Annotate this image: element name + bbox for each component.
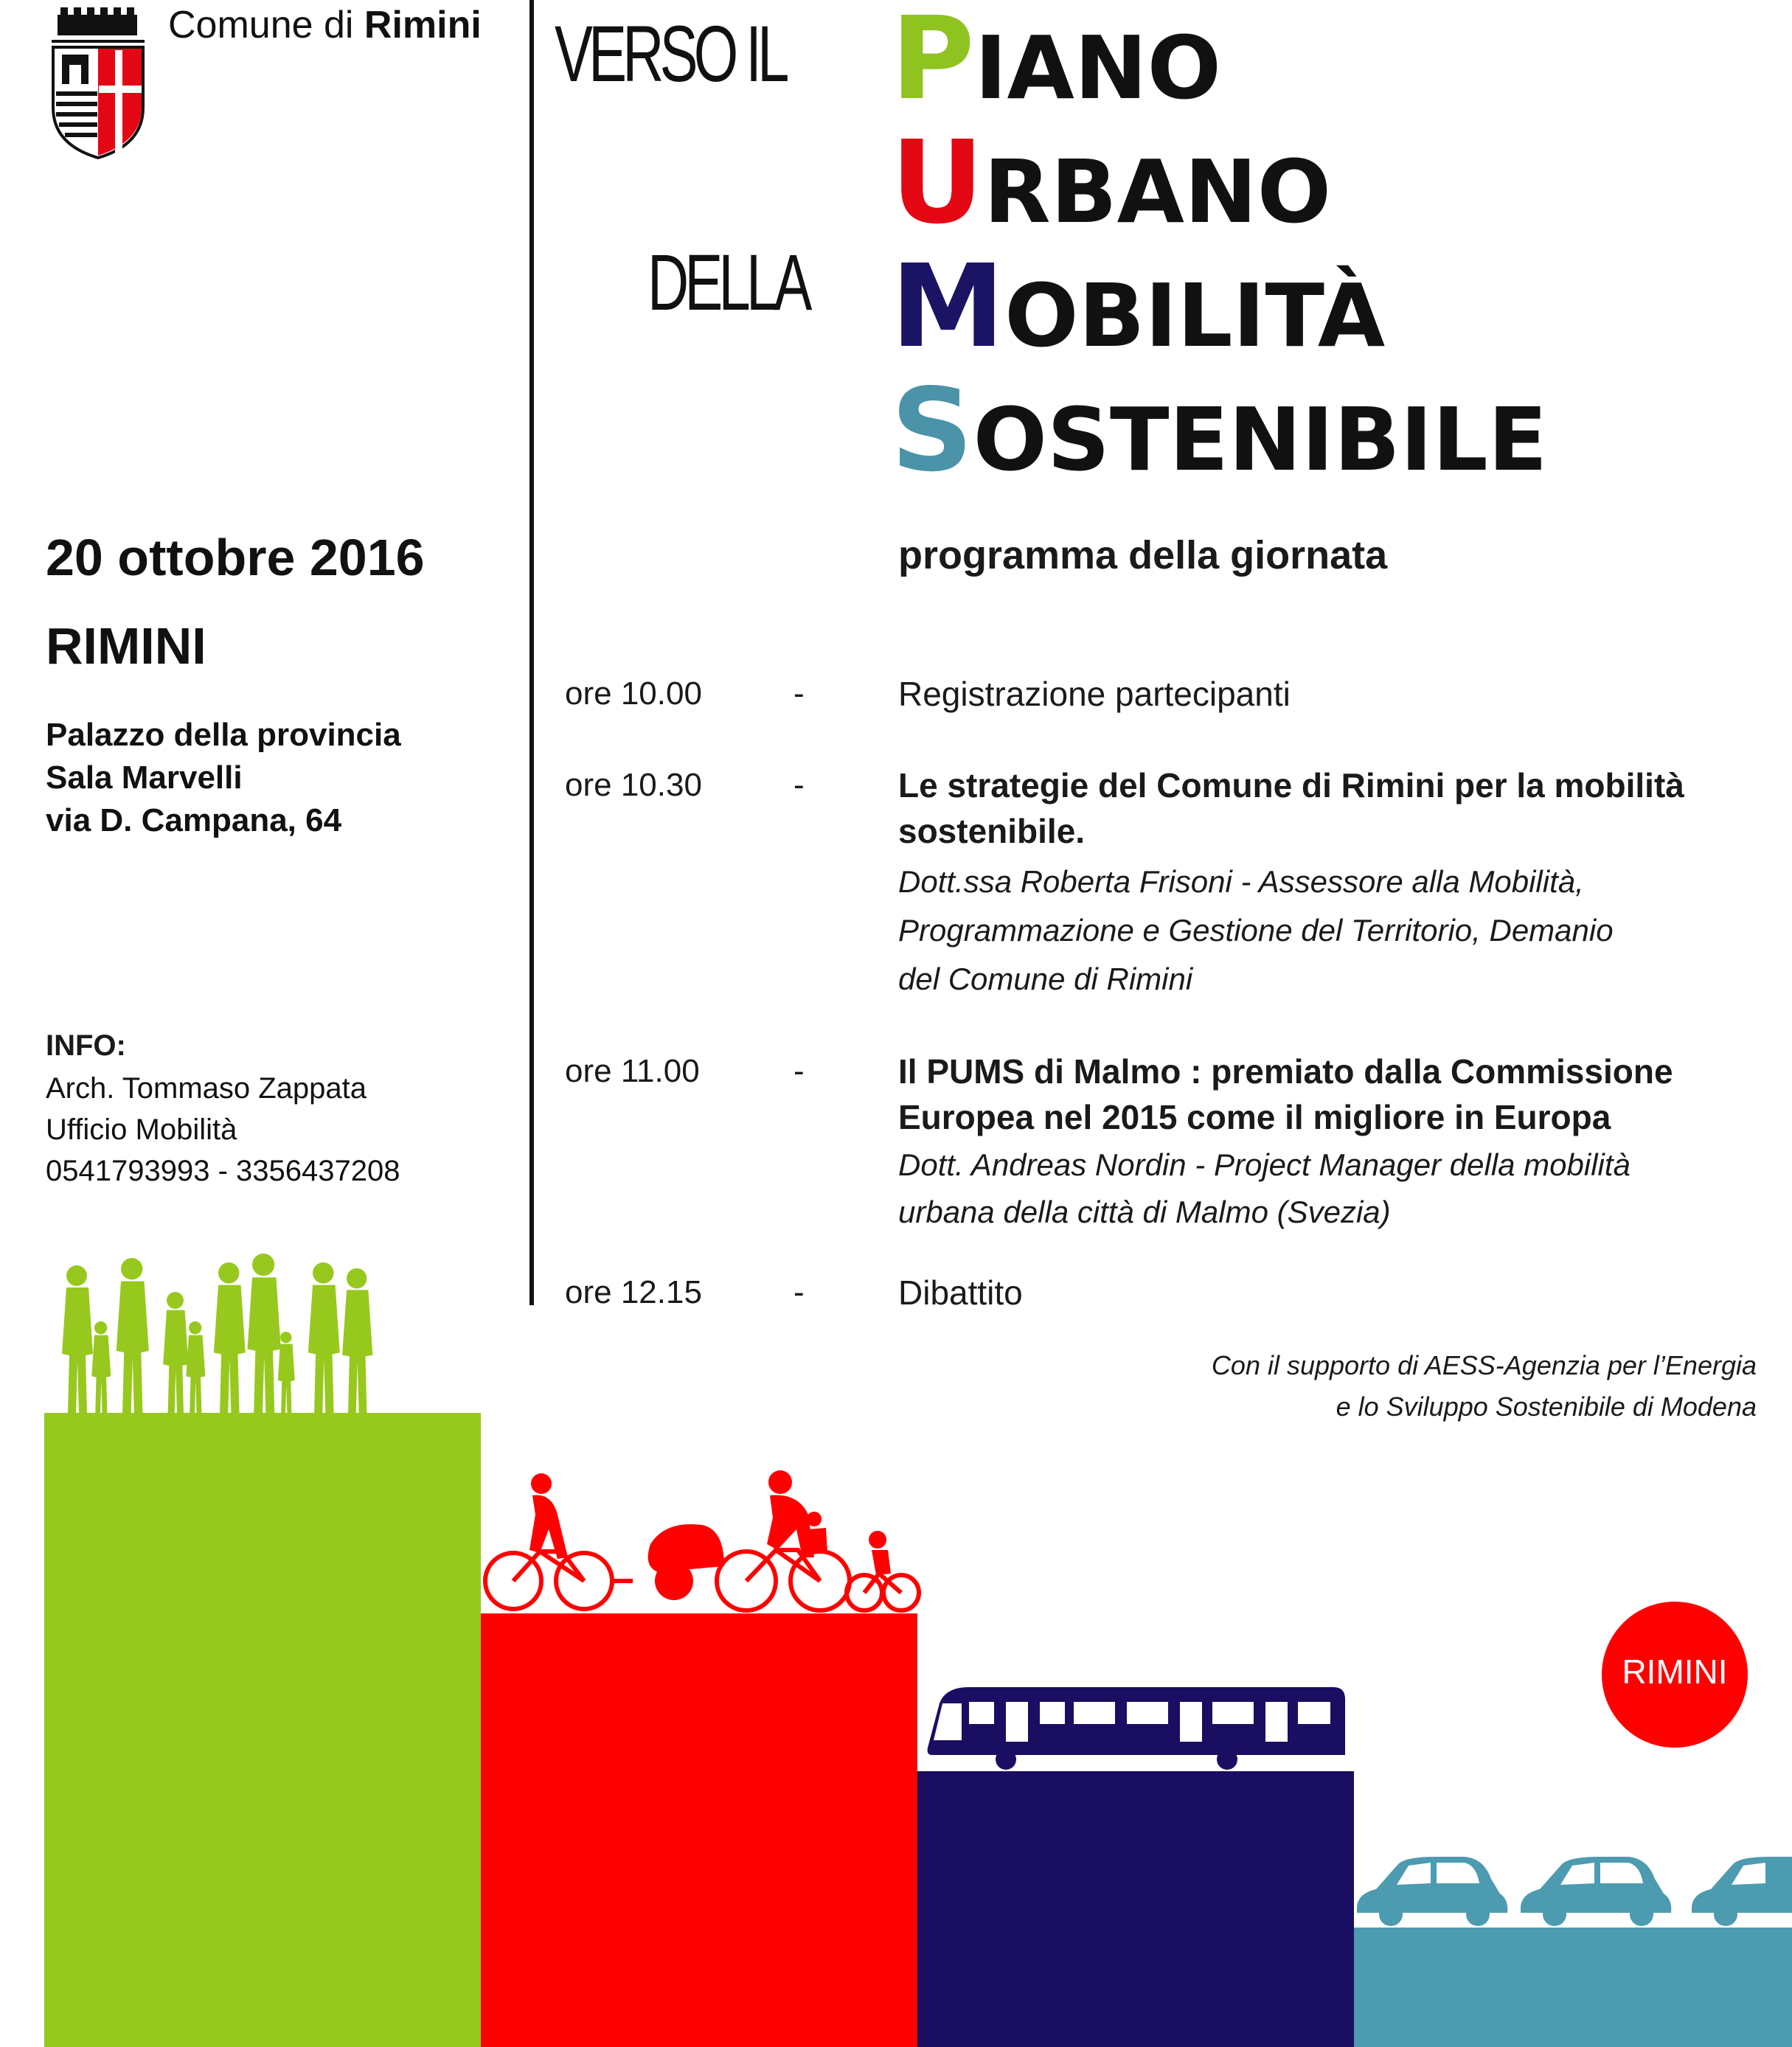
title-della: DELLA bbox=[647, 237, 808, 327]
organization-name: Comune di Rimini bbox=[168, 4, 482, 46]
program-item-title: Le strategie del Comune di Rimini per la mobilità bbox=[898, 766, 1684, 804]
program-item-title: Europea nel 2015 come il migliore in Europa bbox=[898, 1098, 1611, 1136]
program-item-title: sostenibile. bbox=[898, 812, 1086, 850]
title-word-piano: PIANO bbox=[891, 0, 1221, 125]
info-label: INFO: bbox=[46, 1029, 126, 1062]
title-word-sostenibile: SOSTENIBILE bbox=[891, 364, 1548, 497]
person-silhouette bbox=[186, 1321, 205, 1413]
program-time: ore 10.30 bbox=[565, 767, 702, 803]
program-item-title: Il PUMS di Malmo : premiato dalla Commissione bbox=[898, 1052, 1673, 1091]
red-block bbox=[481, 1613, 917, 2047]
program-title: programma della giornata bbox=[898, 533, 1388, 577]
program-dash: - bbox=[793, 1053, 805, 1089]
support-note bbox=[1093, 1345, 1757, 1428]
person-silhouette bbox=[62, 1265, 93, 1413]
teal-block bbox=[1354, 1928, 1792, 2047]
person-silhouette bbox=[308, 1262, 340, 1413]
person-silhouette bbox=[117, 1258, 149, 1413]
person-silhouette bbox=[91, 1321, 111, 1413]
rimini-badge-text: RIMINI bbox=[1622, 1652, 1728, 1691]
program-time: ore 10.00 bbox=[565, 675, 702, 712]
program-speaker: del Comune di Rimini bbox=[898, 962, 1193, 996]
vertical-divider bbox=[529, 0, 534, 1305]
event-date: 20 ottobre 2016 bbox=[46, 529, 425, 586]
program-speaker: Dott. Andreas Nordin - Project Manager della mobilità bbox=[898, 1147, 1630, 1182]
support-line: Con il supporto di AESS-Agenzia per l’Energia bbox=[1211, 1350, 1757, 1380]
person-silhouette bbox=[278, 1332, 295, 1413]
bus-silhouette-icon bbox=[917, 1681, 1354, 1771]
bicycles-silhouettes-icon bbox=[481, 1470, 917, 1613]
venue-line: via D. Campana, 64 bbox=[46, 802, 342, 838]
title-word-mobilita: MOBILITÀ bbox=[891, 240, 1386, 373]
program-dash: - bbox=[793, 767, 805, 803]
navy-block bbox=[917, 1771, 1354, 2047]
program-dash: - bbox=[793, 1274, 805, 1310]
program-item-title: Dibattito bbox=[898, 1273, 1023, 1312]
info-line: Arch. Tommaso Zappata bbox=[46, 1072, 367, 1105]
coat-of-arms-icon bbox=[50, 4, 146, 159]
program-speaker: urbana della città di Malmo (Svezia) bbox=[898, 1195, 1391, 1229]
person-silhouette bbox=[214, 1262, 246, 1413]
person-silhouette bbox=[163, 1292, 188, 1413]
person-silhouette bbox=[248, 1254, 281, 1413]
person-silhouette bbox=[342, 1268, 372, 1413]
program-item-title: Registrazione partecipanti bbox=[898, 675, 1291, 713]
program-dash: - bbox=[793, 675, 805, 712]
program-time: ore 11.00 bbox=[565, 1053, 700, 1089]
people-silhouettes-icon bbox=[44, 1254, 481, 1413]
info-line: Ufficio Mobilità bbox=[46, 1113, 237, 1146]
green-block bbox=[44, 1413, 481, 2047]
support-line: e lo Sviluppo Sostenibile di Modena bbox=[1336, 1391, 1757, 1422]
title-word-urbano: URBANO bbox=[891, 116, 1332, 249]
program-time: ore 12.15 bbox=[565, 1274, 702, 1310]
venue-line: Palazzo della provincia bbox=[46, 717, 401, 753]
venue-line: Sala Marvelli bbox=[46, 760, 243, 796]
title-verso: VERSO IL bbox=[555, 9, 785, 98]
program-speaker: Programmazione e Gestione del Territorio, Demanio bbox=[898, 913, 1614, 948]
info-line: 0541793993 - 3356437208 bbox=[46, 1155, 400, 1187]
program-speaker: Dott.ssa Roberta Frisoni - Assessore alla Mobilità, bbox=[898, 864, 1584, 899]
event-city: RIMINI bbox=[46, 617, 206, 675]
cars-silhouettes-icon bbox=[1354, 1849, 1792, 1928]
